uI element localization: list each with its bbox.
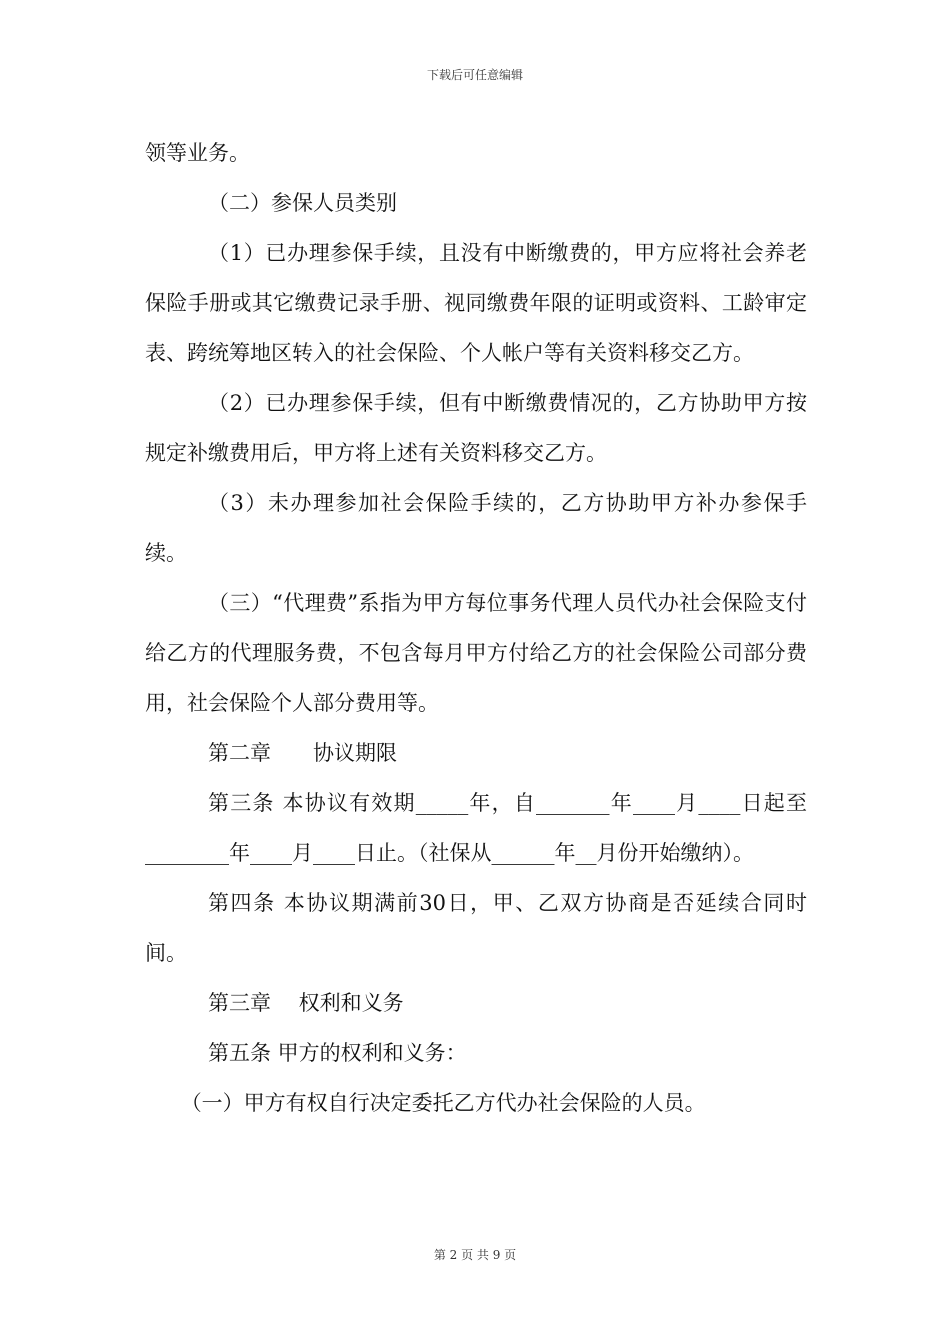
paragraph-1: 领等业务。 <box>145 141 250 165</box>
article-3: 第三条 本协议有效期_____年，自_______年____月____日起至________年____月____日止。（社保从______年__月份开始缴纳）。 <box>145 791 807 865</box>
article-5: 第五条 甲方的权利和义务： <box>208 1041 467 1065</box>
chapter-heading-3: 第三章 权利和义务 <box>208 991 404 1015</box>
paragraph-2: （二）参保人员类别 <box>208 191 397 215</box>
article-4: 第四条 本协议期满前30日，甲、乙双方协商是否延续合同时间。 <box>145 891 807 965</box>
page-footer: 第 2 页 共 9 页 <box>433 1248 517 1262</box>
paragraph-5: （3）未办理参加社会保险手续的，乙方协助甲方补办参保手续。 <box>145 491 807 565</box>
page-header: 下载后可任意编辑 <box>426 68 523 82</box>
paragraph-12: （一）甲方有权自行决定委托乙方代办社会保险的人员。 <box>180 1091 706 1115</box>
chapter-heading-2: 第二章 协议期限 <box>208 741 397 765</box>
document-body <box>145 128 807 1128</box>
paragraph-6: （三）“代理费”系指为甲方每位事务代理人员代办社会保险支付给乙方的代理服务费，不包含每月甲方付给乙方的社会保险公司部分费用，社会保险个人部分费用等。 <box>145 591 807 715</box>
paragraph-3: （1）已办理参保手续，且没有中断缴费的，甲方应将社会养老保险手册或其它缴费记录手册、视同缴费年限的证明或资料、工龄审定表、跨统筹地区转入的社会保险、个人帐户等有关资料移交乙方。 <box>145 241 807 365</box>
paragraph-4: （2）已办理参保手续，但有中断缴费情况的，乙方协助甲方按规定补缴费用后，甲方将上述有关资料移交乙方。 <box>145 391 807 465</box>
